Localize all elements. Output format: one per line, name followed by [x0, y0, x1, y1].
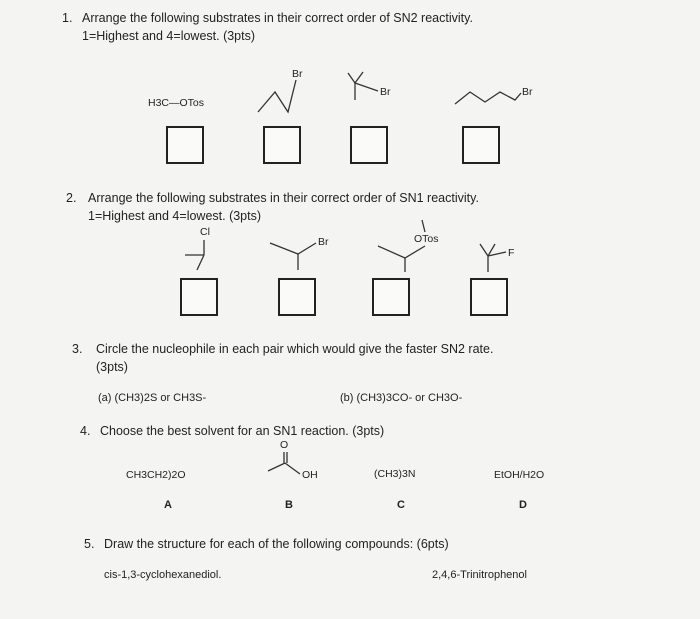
q4-option-d-label[interactable]: D [519, 499, 527, 511]
q5-compound-2: 2,4,6-Trinitrophenol [432, 569, 527, 581]
q2-structure-b [270, 243, 316, 254]
q1-structure-d [455, 92, 521, 104]
q4-option-b-oh: OH [302, 469, 318, 481]
q4-option-b-label[interactable]: B [285, 499, 293, 511]
q4-option-c-label[interactable]: C [397, 499, 405, 511]
q2-prompt-line1: Arrange the following substrates in their correct order of SN1 reactivity. [88, 191, 479, 205]
q5-compound-1: cis-1,3-cyclohexanediol. [104, 569, 222, 581]
q1-substrate-d-br: Br [522, 86, 533, 98]
q5-number: 5. [84, 537, 95, 551]
q5-prompt: Draw the structure for each of the following compounds: (6pts) [104, 537, 449, 551]
q4-option-d-structure: EtOH/H2O [494, 469, 545, 481]
q4-prompt: Choose the best solvent for an SN1 reaction. (3pts) [100, 424, 385, 438]
q3-part-a: (a) (CH3)2S or CH3S- [98, 392, 207, 404]
q2-substrate-d-f: F [508, 247, 515, 259]
q1-number: 1. [62, 11, 73, 25]
q4-option-b-carbonyl-o: O [280, 439, 289, 451]
q2-structure-c-mark [422, 220, 425, 232]
q4-number: 4. [80, 424, 91, 438]
q2-number: 2. [66, 191, 77, 205]
q1-substrate-methyl-tosylate: H3C—OTos [148, 97, 205, 109]
q4-option-a-label[interactable]: A [164, 499, 172, 511]
q2-structure-c [378, 246, 425, 258]
q2-substrate-b-br: Br [318, 236, 329, 248]
q4-option-a-structure: CH3CH2)2O [126, 469, 186, 481]
q4-structure-b [268, 452, 300, 474]
q1-structure-b [258, 80, 296, 112]
q1-substrate-b-br: Br [292, 68, 303, 80]
q1-substrate-c-br: Br [380, 86, 391, 98]
q2-substrate-a-cl: Cl [200, 226, 210, 238]
q2-prompt-line2: 1=Highest and 4=lowest. (3pts) [88, 209, 262, 223]
q3-part-b: (b) (CH3)3CO- or CH3O- [340, 392, 463, 404]
q4-option-c-structure: (CH3)3N [374, 468, 416, 480]
q1-prompt-line2: 1=Highest and 4=lowest. (3pts) [82, 29, 256, 43]
q2-structure-a [185, 240, 204, 270]
q3-prompt-line1: Circle the nucleophile in each pair which would give the faster SN2 rate. [96, 342, 494, 356]
q2-structure-d [480, 244, 506, 272]
q2-substrate-c-otos: OTos [414, 233, 439, 245]
q1-prompt-line1: Arrange the following substrates in their correct order of SN2 reactivity. [82, 11, 473, 25]
q1-structure-c [348, 72, 378, 100]
q3-prompt-line2: (3pts) [96, 360, 128, 374]
q3-number: 3. [72, 342, 83, 356]
